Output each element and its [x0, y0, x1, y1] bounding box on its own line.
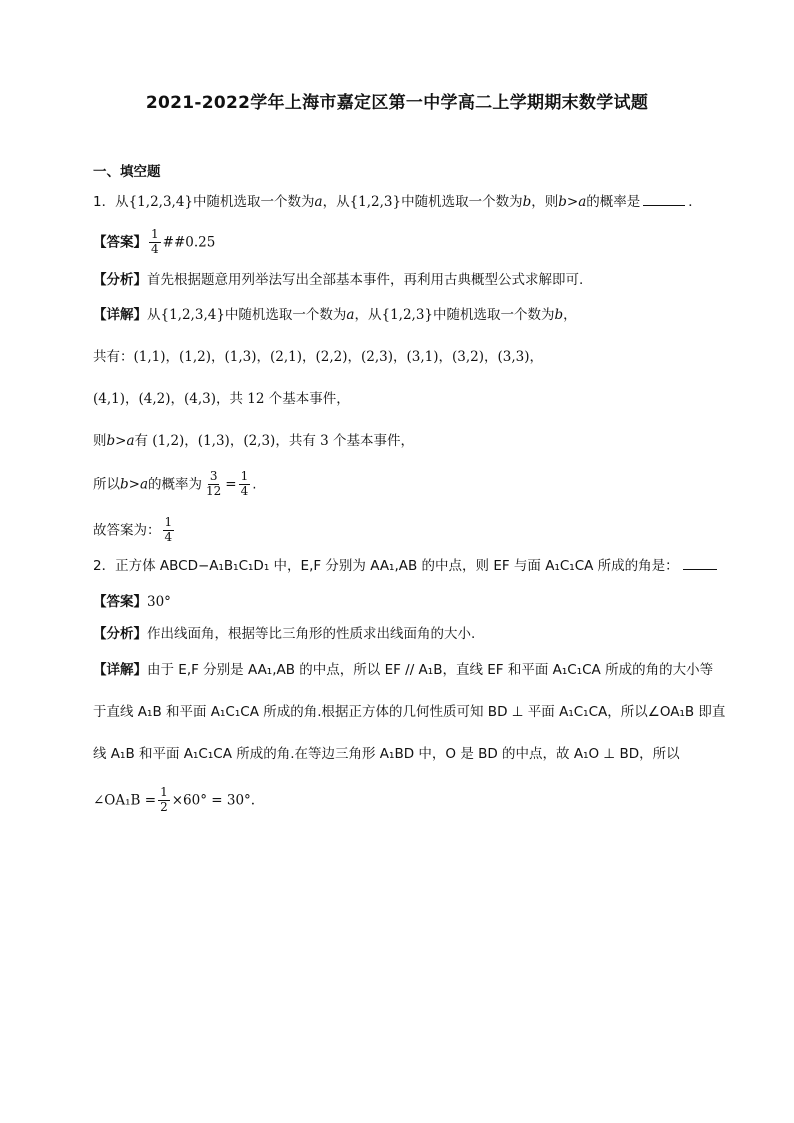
q1-detail-text: 则 [93, 433, 107, 449]
q1-stem-end: ． [688, 194, 702, 210]
fraction-denominator: 12 [206, 483, 222, 498]
q1-detail-text: 的概率为 [148, 476, 203, 493]
q2-stem [93, 560, 717, 574]
q1-detail-set-b: {1,2,3} [381, 307, 434, 323]
q1-detail-line [93, 309, 577, 323]
fraction-numerator: 1 [240, 469, 249, 483]
q1-detail-text: 中随机选取一个数为 [433, 307, 555, 323]
answer-blank [683, 569, 717, 570]
analysis-label: 【分析】 [93, 272, 147, 288]
final-answer-label: 故答案为： [93, 522, 161, 539]
q1-set-a: {1,2,3,4} [128, 194, 194, 210]
fraction-denominator: 4 [151, 241, 159, 256]
fraction-denominator: 4 [240, 483, 249, 498]
q1-detail-line [93, 435, 414, 449]
q2-analysis [93, 628, 475, 642]
q2-detail-line: 线 A₁B 和平面 A₁C₁CA 所成的角.在等边三角形 A₁BD 中，O 是 BD 的中点，故 A₁O ⊥ BD，所以 [93, 746, 680, 762]
q1-stem-a: 从 [115, 194, 129, 210]
q2-detail-line [93, 786, 255, 815]
q1-answer [93, 228, 215, 257]
q1-stem-c: ，从 [322, 194, 350, 210]
q2-answer-text: 30° [147, 594, 171, 610]
analysis-label: 【分析】 [93, 626, 147, 642]
final-fraction [163, 516, 175, 545]
answer-label: 【答案】 [93, 594, 147, 610]
q1-number: 1． [93, 194, 116, 210]
q1-detail-set-a: {1,2,3,4} [160, 307, 225, 323]
q2-analysis-text: 作出线面角，根据等比三角形的性质求出线面角的大小. [147, 626, 476, 642]
half-fraction [158, 786, 170, 815]
q1-analysis-text: 首先根据题意用列举法写出全部基本事件，再利用古典概型公式求解即可. [147, 272, 584, 288]
q1-stem-f: 的概率是 [586, 194, 641, 210]
fraction-numerator: 3 [209, 469, 218, 483]
answer-label: 【答案】 [93, 234, 147, 251]
detail-label: 【详解】 [93, 307, 147, 323]
q2-stem-text: 正方体 ABCD−A₁B₁C₁D₁ 中，E,F 分别为 AA₁,AB 的中点，则 EF 与面 A₁C₁CA 所成的角是： [115, 558, 679, 574]
fraction-numerator: 1 [151, 227, 159, 241]
q1-detail-var-b: b [554, 307, 564, 323]
q1-answer-alt: ##0.25 [162, 234, 216, 251]
period: . [252, 476, 257, 493]
answer-blank [643, 205, 685, 206]
q1-detail-var-a: a [346, 307, 355, 323]
q1-detail-text: 中随机选取一个数为 [224, 307, 347, 323]
q1-detail-line: (4,1)，(4,2)，(4,3)，共 12 个基本事件， [93, 391, 350, 407]
q1-detail-line [93, 470, 257, 499]
q2-detail-text: ∠OA₁B = [93, 792, 157, 809]
q2-number: 2． [93, 558, 116, 574]
fraction-numerator: 1 [164, 515, 173, 529]
q2-detail-line: 于直线 A₁B 和平面 A₁C₁CA 所成的角.根据正方体的几何性质可知 BD ⊥ 平面 A₁C₁CA，所以∠OA₁B 即直 [93, 704, 726, 720]
q1-detail-cond: b>a [120, 476, 149, 493]
q1-var-a: a [314, 194, 323, 210]
q1-stem [93, 196, 702, 210]
q2-detail-line [93, 664, 713, 678]
fraction-denominator: 4 [164, 529, 173, 544]
q1-detail-cond: b>a [106, 433, 135, 449]
q1-set-b: {1,2,3} [349, 194, 402, 210]
q2-detail-text: 由于 E,F 分别是 AA₁,AB 的中点，所以 EF // A₁B，直线 EF 和平面 A₁C₁CA 所成的角的大小等 [147, 662, 714, 678]
q1-analysis [93, 274, 583, 288]
q1-answer-fraction [149, 228, 161, 257]
q1-stem-b: 中随机选取一个数为 [193, 194, 315, 210]
q1-detail-text: 有 (1,2)，(1,3)，(2,3)，共有 3 个基本事件， [134, 433, 414, 449]
page-title: 2021-2022学年上海市嘉定区第一中学高二上学期期末数学试题 [145, 93, 649, 113]
q1-detail-text: 从 [147, 307, 161, 323]
q1-detail-text: ， [563, 307, 577, 323]
q1-detail-text: ，从 [354, 307, 382, 323]
result-fraction [239, 470, 251, 499]
fraction-denominator: 2 [160, 799, 168, 814]
probability-fraction [204, 470, 223, 499]
q1-cond: b>a [558, 194, 587, 210]
q1-stem-d: 中随机选取一个数为 [401, 194, 523, 210]
q1-final-answer [93, 516, 176, 545]
fraction-numerator: 1 [160, 785, 168, 799]
section-heading: 一、填空题 [93, 164, 161, 180]
q1-detail-line: 共有：(1,1)，(1,2)，(1,3)，(2,1)，(2,2)，(2,3)，(3,1)，(3,2)，(3,3)， [93, 349, 544, 365]
q1-stem-e: ，则 [531, 194, 559, 210]
q2-detail-text: ×60° = 30°. [171, 792, 256, 809]
q2-answer [93, 596, 171, 610]
q1-var-b: b [522, 194, 532, 210]
q1-detail-text: 所以 [93, 476, 120, 493]
equals-sign: = [225, 476, 237, 493]
detail-label: 【详解】 [93, 662, 147, 678]
